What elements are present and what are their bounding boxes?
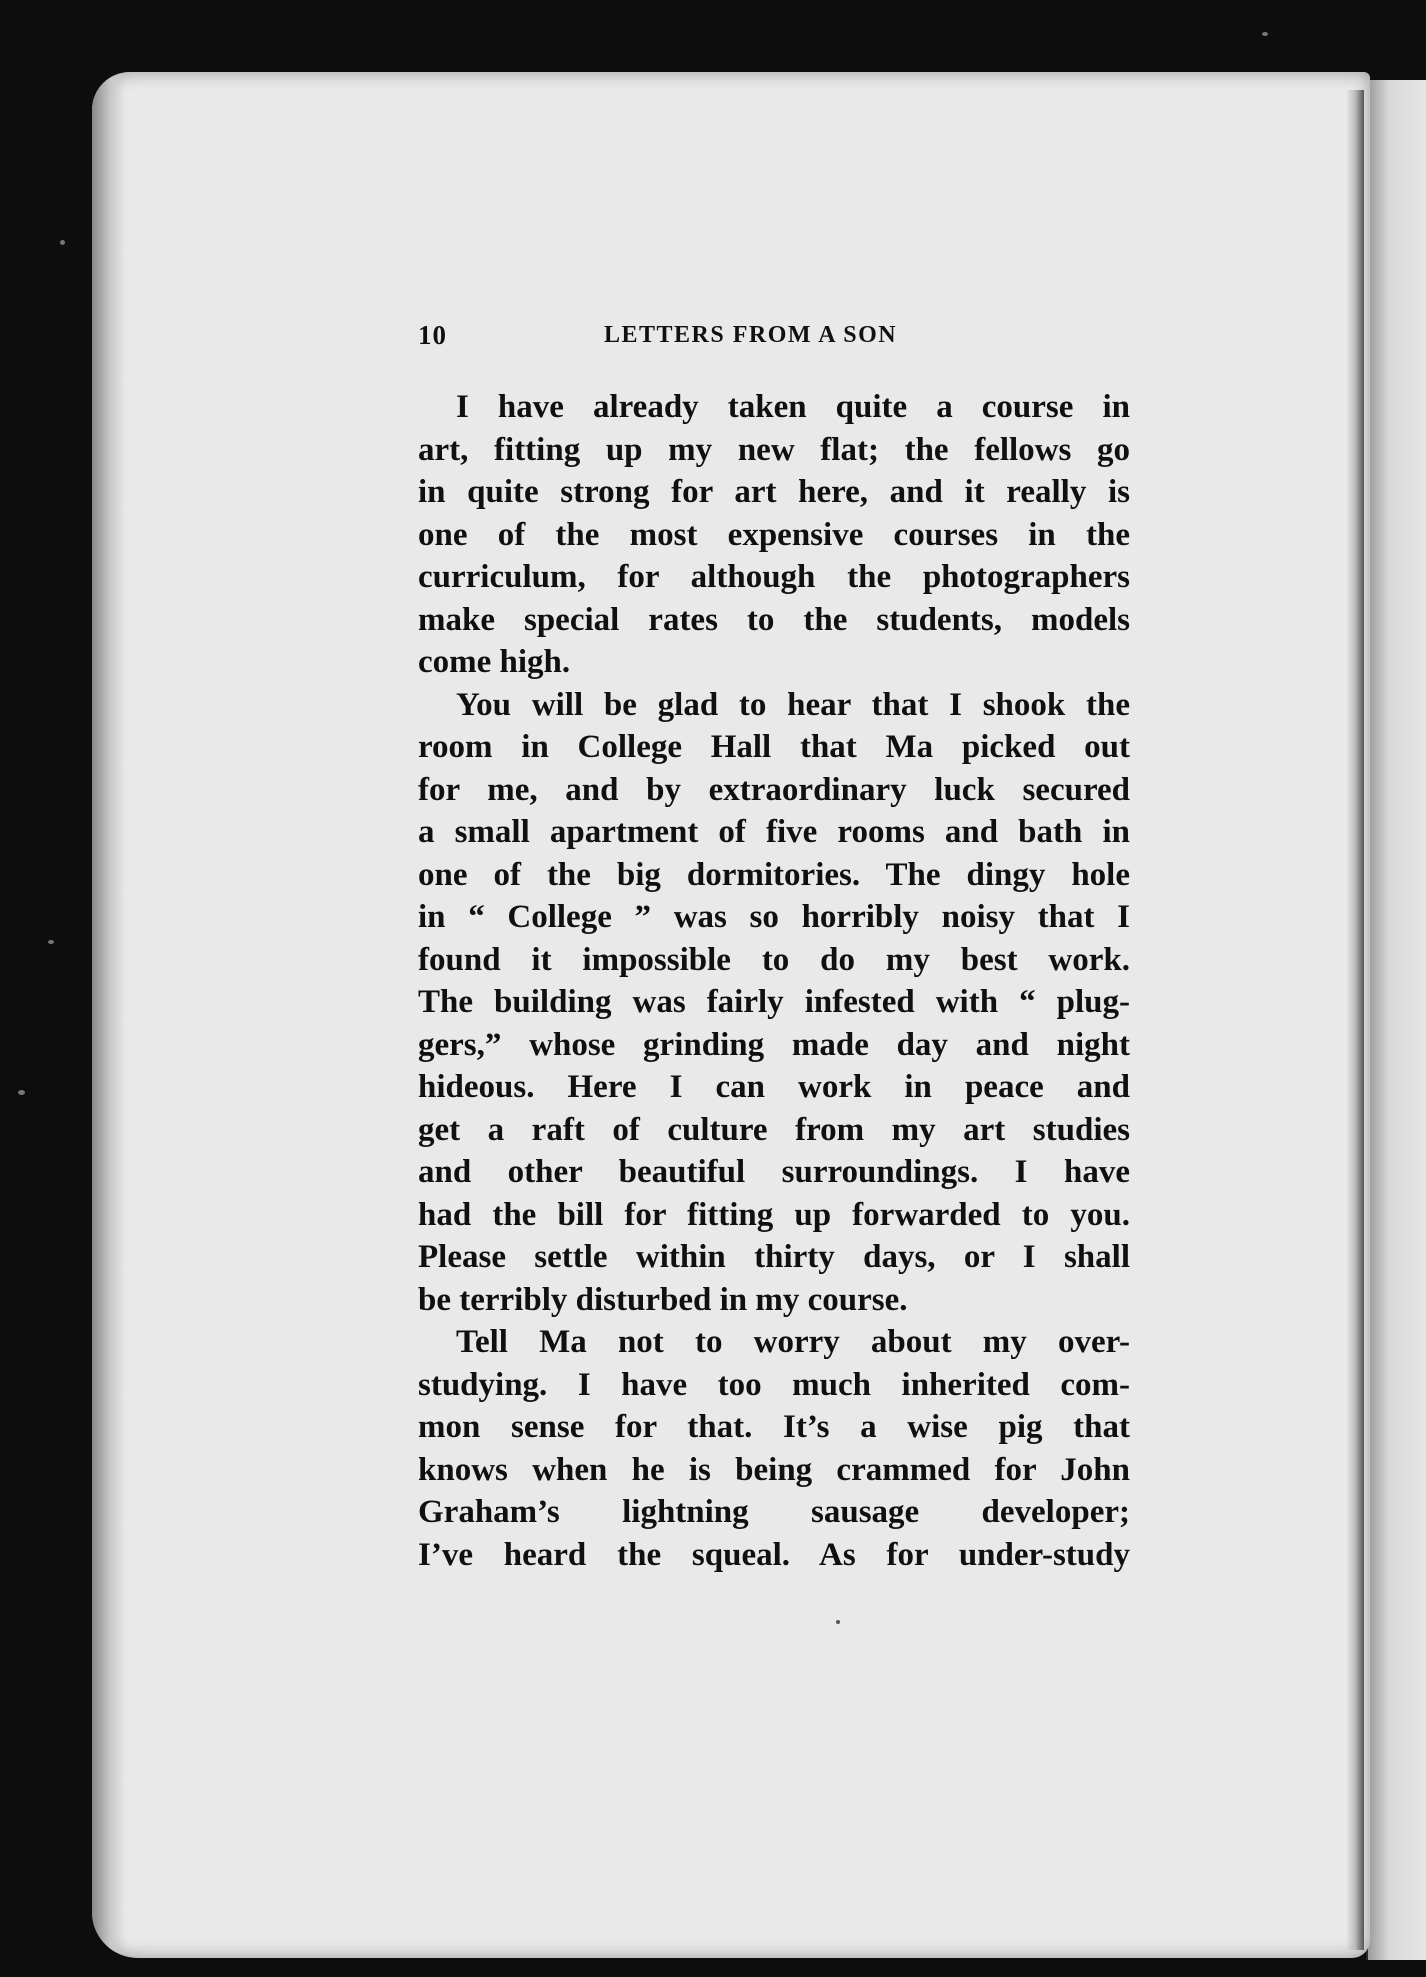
scan-speck: [1262, 32, 1268, 36]
text-line: be terribly disturbed in my course.: [418, 1281, 908, 1318]
text-line: knows when he is being crammed for John: [418, 1451, 1130, 1488]
scan-speck: [836, 1620, 840, 1624]
text-line: The building was fairly infested with “ plug-: [418, 984, 1130, 1020]
text-line: get a raft of culture from my art studies: [418, 1111, 1130, 1148]
text-line: I’ve heard the squeal. As for under-study: [418, 1536, 1130, 1573]
text-line: in quite strong for art here, and it really is: [418, 474, 1130, 510]
text-line: found it impossible to do my best work.: [418, 941, 1130, 978]
text-line: had the bill for fitting up forwarded to you.: [418, 1196, 1130, 1233]
text-line: hideous. Here I can work in peace and: [418, 1069, 1130, 1105]
text-line: a small apartment of five rooms and bath in: [418, 814, 1130, 850]
text-line: I have already taken quite a course in: [456, 389, 1130, 425]
text-line: studying. I have too much inherited com-: [418, 1366, 1130, 1403]
text-line: art, fitting up my new flat; the fellows go: [418, 431, 1130, 468]
page-number: 10: [418, 320, 447, 350]
scan-speck: [60, 240, 65, 245]
text-line: Please settle within thirty days, or I shall: [418, 1239, 1130, 1275]
running-head: [418, 320, 978, 360]
running-title: LETTERS FROM A SON: [604, 322, 898, 348]
text-line: You will be glad to hear that I shook the: [456, 686, 1130, 723]
text-line: for me, and by extraordinary luck secured: [418, 771, 1130, 808]
text-line: in “ College ” was so horribly noisy that I: [418, 899, 1130, 935]
text-line: room in College Hall that Ma picked out: [418, 729, 1130, 765]
text-line: one of the big dormitories. The dingy hole: [418, 856, 1130, 893]
binding-gutter: [1346, 90, 1364, 1950]
text-line: come high.: [418, 644, 571, 680]
text-line: Graham’s lightning sausage developer;: [418, 1494, 1130, 1530]
text-line: and other beautiful surroundings. I have: [418, 1154, 1130, 1190]
body-text: [418, 386, 1130, 1576]
text-line: one of the most expensive courses in the: [418, 516, 1130, 553]
text-line: Tell Ma not to worry about my over-: [456, 1324, 1130, 1360]
page-gutter-shadow: [92, 72, 126, 1958]
text-line: make special rates to the students, models: [418, 601, 1130, 638]
scan-speck: [18, 1090, 25, 1095]
scan-speck: [48, 940, 54, 944]
text-line: gers,” whose grinding made day and night: [418, 1026, 1130, 1063]
text-line: mon sense for that. It’s a wise pig that: [418, 1409, 1130, 1445]
facing-page-edge: [1366, 80, 1426, 1960]
text-line: curriculum, for although the photographers: [418, 559, 1130, 595]
